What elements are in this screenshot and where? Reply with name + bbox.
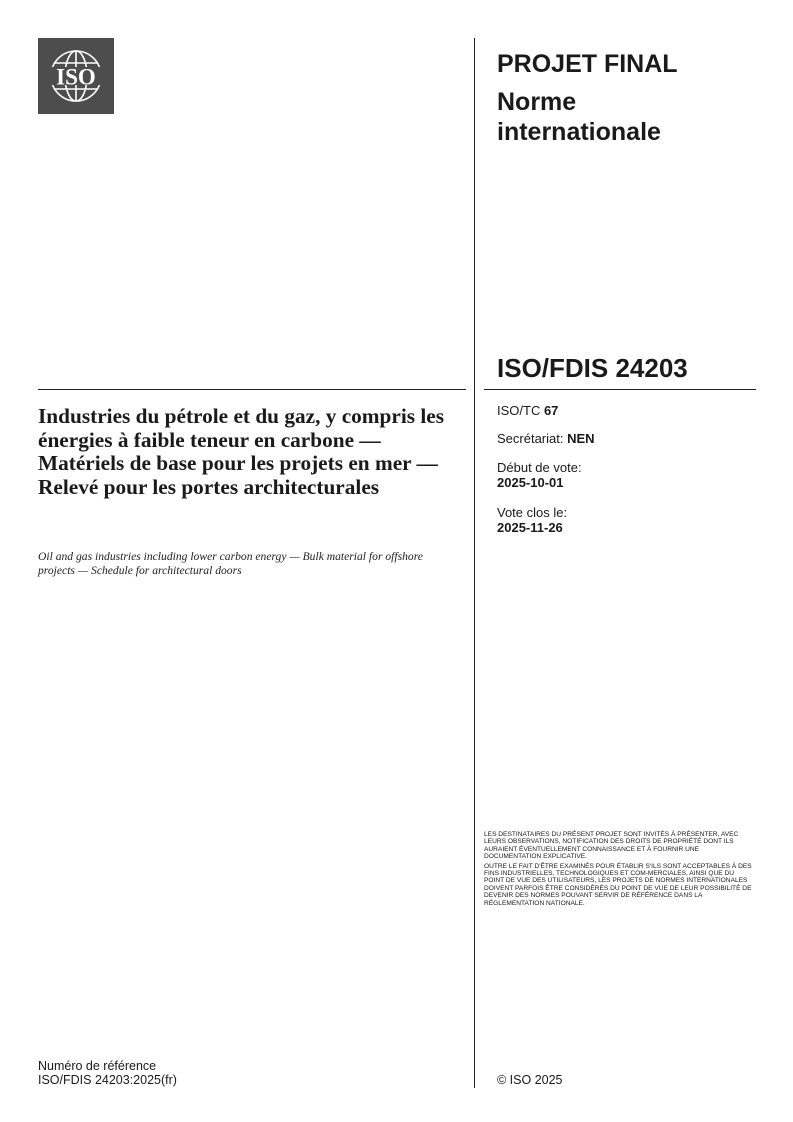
title-english: Oil and gas industries including lower carbon energy — Bulk material for offshore projects — Schedule for architectural doors [38, 550, 423, 577]
copyright: © ISO 2025 [497, 1073, 563, 1087]
secretariat-label: Secrétariat: [497, 431, 568, 446]
secretariat-value: NEN [567, 431, 595, 446]
horizontal-divider-left [38, 389, 466, 390]
vertical-divider [474, 38, 475, 1088]
reference-value: ISO/FDIS 24203:2025(fr) [38, 1072, 177, 1087]
notice-paragraph-2: OUTRE LE FAIT D'ÊTRE EXAMINÉS POUR ÉTABLIR S'ILS SONT ACCEPTABLES À DES FINS INDUSTRIELLES, TECHNOLOGIQUES ET COM-MERCIALES, AINSI QUE DU POINT DE VUE DES UTILISATEURS, LES PROJETS DE NORMES INTERNATIONALES DOIVENT PARFOIS ÊTRE CONSIDÉRÉS DU POINT DE VUE DE LEUR POSSIBILITÉ DE DEVENIR DES NORMES POUVANT SERVIR DE RÉFÉRENCE DANS LA RÉGLEMENTATION NATIONALE. [484, 862, 752, 907]
ballot-end-label: Vote clos le: [497, 505, 568, 520]
document-stage: PROJET FINAL [497, 50, 678, 78]
iso-logo-text: ISO [56, 64, 96, 90]
secretariat [497, 431, 595, 446]
tc-value: 67 [543, 403, 559, 418]
ballot-start-label: Début de vote: [497, 460, 582, 475]
horizontal-divider-right [484, 389, 756, 390]
notice-paragraph-1: LES DESTINATAIRES DU PRÉSENT PROJET SONT INVITÉS À PRÉSENTER, AVEC LEURS OBSERVATIONS, NOTIFICATION DES DROITS DE PROPRIÉTÉ DONT ILS AURAIENT ÉVENTUELLEMENT CONNAISSANCE ET À FOURNIR UNE DOCUMENTATION EXPLICATIVE. [484, 831, 739, 861]
title-french: Industries du pétrole et du gaz, y compris les énergies à faible teneur en carbone — Matériels de base pour les projets en mer — Relevé pour les portes architecturales [38, 404, 445, 499]
technical-committee [497, 403, 558, 418]
iso-logo [38, 38, 114, 114]
ballot-end-value: 2025-11-26 [497, 520, 563, 535]
ballot-start [497, 460, 582, 490]
ballot-start-value: 2025-10-01 [497, 475, 564, 490]
tc-label: ISO/TC [497, 403, 544, 418]
document-number: ISO/FDIS 24203 [497, 353, 688, 383]
reference-number [38, 1060, 177, 1087]
ballot-end [497, 505, 567, 535]
reference-label: Numéro de référence [38, 1059, 157, 1073]
document-type: Norme internationale [497, 88, 661, 146]
legal-notice [484, 831, 754, 909]
